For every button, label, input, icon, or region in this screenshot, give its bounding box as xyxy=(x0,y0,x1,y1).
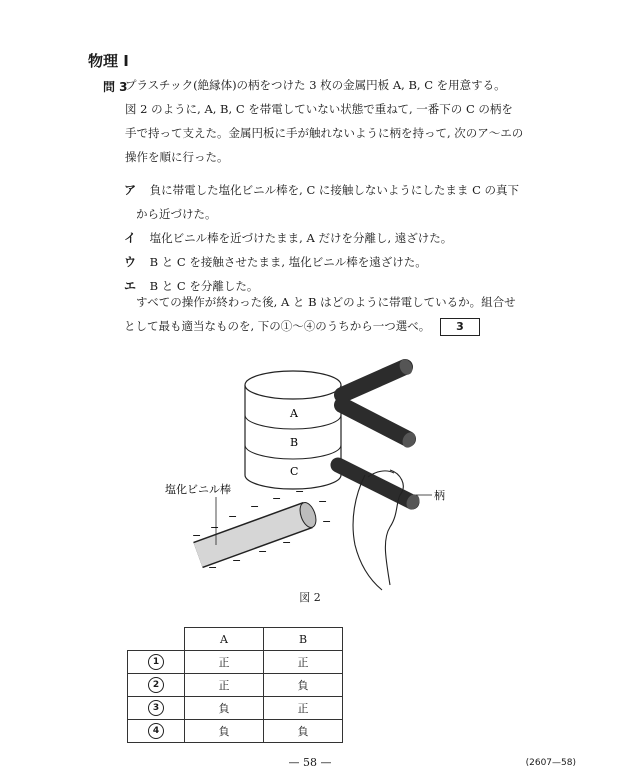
minus-sign: − xyxy=(250,500,260,513)
step-i xyxy=(124,226,554,250)
minus-sign: − xyxy=(210,521,220,534)
choice-number: 3 xyxy=(148,700,164,716)
minus-sign: − xyxy=(318,495,328,508)
table-header-row xyxy=(128,628,343,651)
page-number: — 58 — xyxy=(288,756,332,769)
prompt-line: として最も適当なものを, 下の①〜④のうちから一つ選べ。 xyxy=(124,319,431,333)
table-header-b: B xyxy=(264,628,343,651)
step-text: B と C を分離した。 xyxy=(149,279,259,293)
question-prompt xyxy=(124,290,564,338)
intro-line: 図 2 のように, A, B, C を帯電していない状態で重ねて, 一番下の C の柄を xyxy=(125,102,513,116)
choice-b-value: 正 xyxy=(264,697,343,720)
choice-number: 2 xyxy=(148,677,164,693)
disc-label-c: C xyxy=(290,465,299,478)
choice-b-value: 正 xyxy=(264,651,343,674)
handle-label: 柄 xyxy=(434,489,445,502)
choice-b-value: 負 xyxy=(264,720,343,743)
step-a xyxy=(124,178,554,226)
figure-2-illustration xyxy=(150,345,490,595)
step-marker: ア xyxy=(124,183,137,197)
document-code: (2607—58) xyxy=(525,758,576,768)
step-marker: ウ xyxy=(124,255,137,269)
minus-sign: − xyxy=(232,554,242,567)
choice-a-value: 正 xyxy=(185,651,264,674)
table-header-a: A xyxy=(185,628,264,651)
step-text: 負に帯電した塩化ビニル棒を, C に接触しないようにしたまま C の真下 xyxy=(149,183,520,197)
choice-number: 4 xyxy=(148,723,164,739)
table-row[interactable] xyxy=(128,674,343,697)
choice-number: 1 xyxy=(148,654,164,670)
step-u xyxy=(124,250,554,274)
minus-sign: − xyxy=(272,492,282,505)
section-title: 物理 I xyxy=(88,52,129,70)
step-text: B と C を接触させたまま, 塩化ビニル棒を遠ざけた。 xyxy=(149,255,427,269)
minus-sign: − xyxy=(192,529,202,542)
handle-b xyxy=(342,405,418,450)
intro-line: 操作を順に行った。 xyxy=(125,150,229,164)
question-label: 問 3 xyxy=(103,80,128,94)
handle-a xyxy=(342,357,415,395)
minus-sign: − xyxy=(295,485,305,498)
answer-box[interactable]: 3 xyxy=(440,318,480,336)
intro-line: 手で持って支えた。金属円板に手が触れないように柄を持って, 次のア〜エの xyxy=(125,126,524,140)
table-row[interactable] xyxy=(128,697,343,720)
step-marker: イ xyxy=(124,231,137,245)
intro-line: プラスチック(絶縁体)の柄をつけた 3 枚の金属円板 A, B, C を用意する。 xyxy=(125,78,506,92)
table-header-empty xyxy=(128,628,185,651)
choice-a-value: 正 xyxy=(185,674,264,697)
minus-sign: − xyxy=(258,545,268,558)
choice-b-value: 負 xyxy=(264,674,343,697)
disc-label-a: A xyxy=(290,407,298,420)
prompt-line-2 xyxy=(124,314,564,338)
choice-a-value: 負 xyxy=(185,720,264,743)
handle-c xyxy=(338,465,422,512)
minus-sign: − xyxy=(208,561,218,574)
step-text: 塩化ビニル棒を近づけたまま, A だけを分離し, 遠ざけた。 xyxy=(149,231,453,245)
step-marker: エ xyxy=(124,279,137,293)
minus-sign: − xyxy=(228,510,238,523)
table-row[interactable] xyxy=(128,651,343,674)
step-text-cont: から近づけた。 xyxy=(136,207,217,221)
disc-label-b: B xyxy=(290,436,299,449)
choice-a-value: 負 xyxy=(185,697,264,720)
table-row[interactable] xyxy=(128,720,343,743)
steps-list xyxy=(124,178,554,298)
disc-a-top xyxy=(245,371,341,399)
rod-label: 塩化ビニル棒 xyxy=(165,483,231,496)
minus-sign: − xyxy=(282,536,292,549)
question-intro xyxy=(125,73,545,169)
minus-sign: − xyxy=(322,515,332,528)
choices-table xyxy=(127,627,343,743)
figure-caption: 図 2 xyxy=(299,591,321,604)
prompt-line: すべての操作が終わった後, A と B はどのように帯電しているか。組合せ xyxy=(136,295,516,309)
